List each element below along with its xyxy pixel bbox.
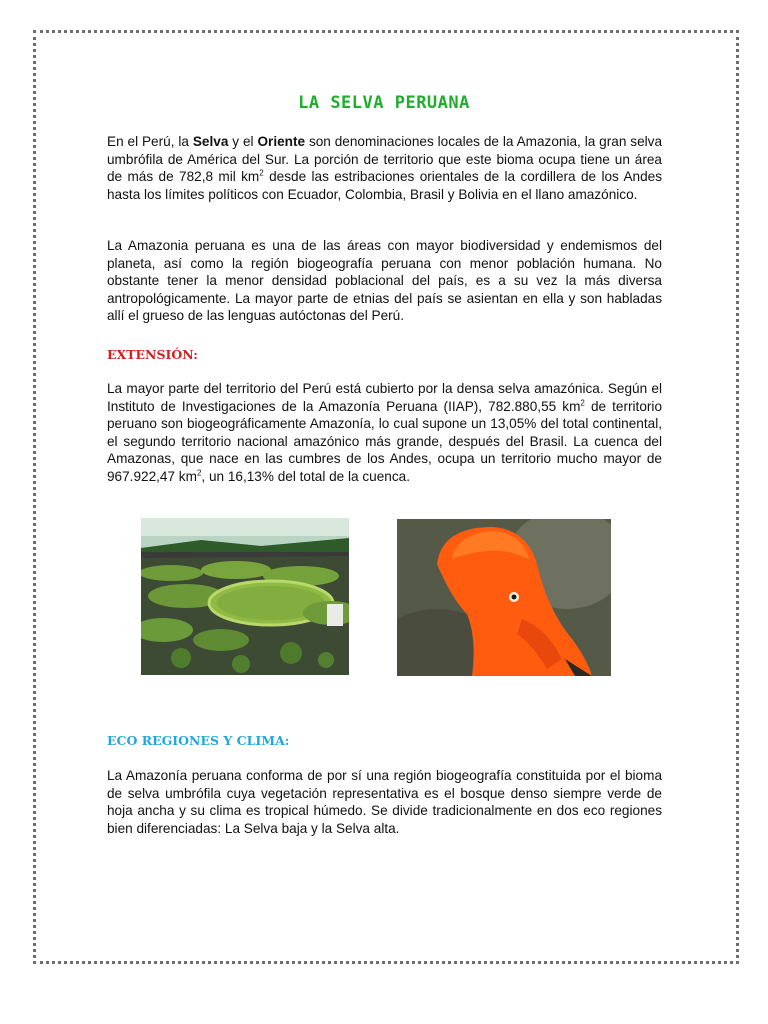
paragraph-extension-text-2: de territorio peruano son biogeográficamente Amazonía, lo cual supone un 13,05% del total continental, el segundo territorio nacional amazónico más grande, después del Brasil. La cuenca del Amazonas, que nace en las cumbres de los Andes, ocupa un territorio mucho mayor de 967.922,47 km [107, 398, 662, 484]
paragraph-intro-text-2: y el [228, 134, 258, 149]
paragraph-biodiversity: La Amazonia peruana es una de las áreas con mayor biodiversidad y endemismos del planeta, así como la región biogeografía peruana con menor población humana. No obstante tener la menor densidad poblacional del país, es a su vez la más diversa antropológicamente. La mayor parte de etnias del país se asientan en ella y son habladas allí el grueso de las lenguas autóctonas del Perú. [107, 238, 662, 324]
term-selva: Selva [192, 134, 229, 149]
photo-cock-of-the-rock-bird [397, 519, 611, 676]
paragraph-intro-text-4: desde las estribaciones orientales de la cordillera de los Andes hasta los límites políticos con Ecuador, Colombia, Brasil y Bolivia en el llano amazónico. [107, 169, 662, 202]
document-title: LA SELVA PERUANA [298, 93, 470, 113]
paragraph-eco-regions: La Amazonía peruana conforma de por sí una región biogeografía constituida por el bioma de selva umbrófila cuya vegetación representativa es el bosque denso siempre verde de hoja ancha y su clima es tropical húmedo. Se divide tradicionalmente en dos eco regiones bien diferenciadas: La Selva baja y la Selva alta. [107, 768, 662, 836]
paragraph-intro-text-1: En el Perú, la [107, 134, 193, 149]
paragraph-intro [107, 133, 662, 203]
term-oriente: Oriente [257, 134, 306, 149]
paragraph-extension-text-3: , un 16,13% del total de la cuenca. [201, 468, 410, 484]
paragraph-extension-text-1: La mayor parte del territorio del Perú está cubierto por la densa selva amazónica. Según el Instituto de Investigaciones de la Amazonía Peruana (IIAP), 782.880,55 km [107, 381, 662, 414]
heading-eco-regions: ECO REGIONES Y CLIMA: [107, 733, 290, 748]
paragraph-extension [107, 380, 662, 486]
superscript-2: 2 [196, 468, 202, 478]
heading-extension: EXTENSIÓN: [107, 347, 198, 362]
photo-giant-water-lilies [141, 518, 349, 675]
superscript-2: 2 [259, 168, 264, 178]
paragraph-intro-text-3: son denominaciones locales de la Amazonia, la gran selva umbrófila de América del Sur. La porción de territorio que este bioma ocupa tiene un área de más de 782,8 mil km [107, 134, 663, 185]
superscript-2: 2 [580, 398, 585, 408]
